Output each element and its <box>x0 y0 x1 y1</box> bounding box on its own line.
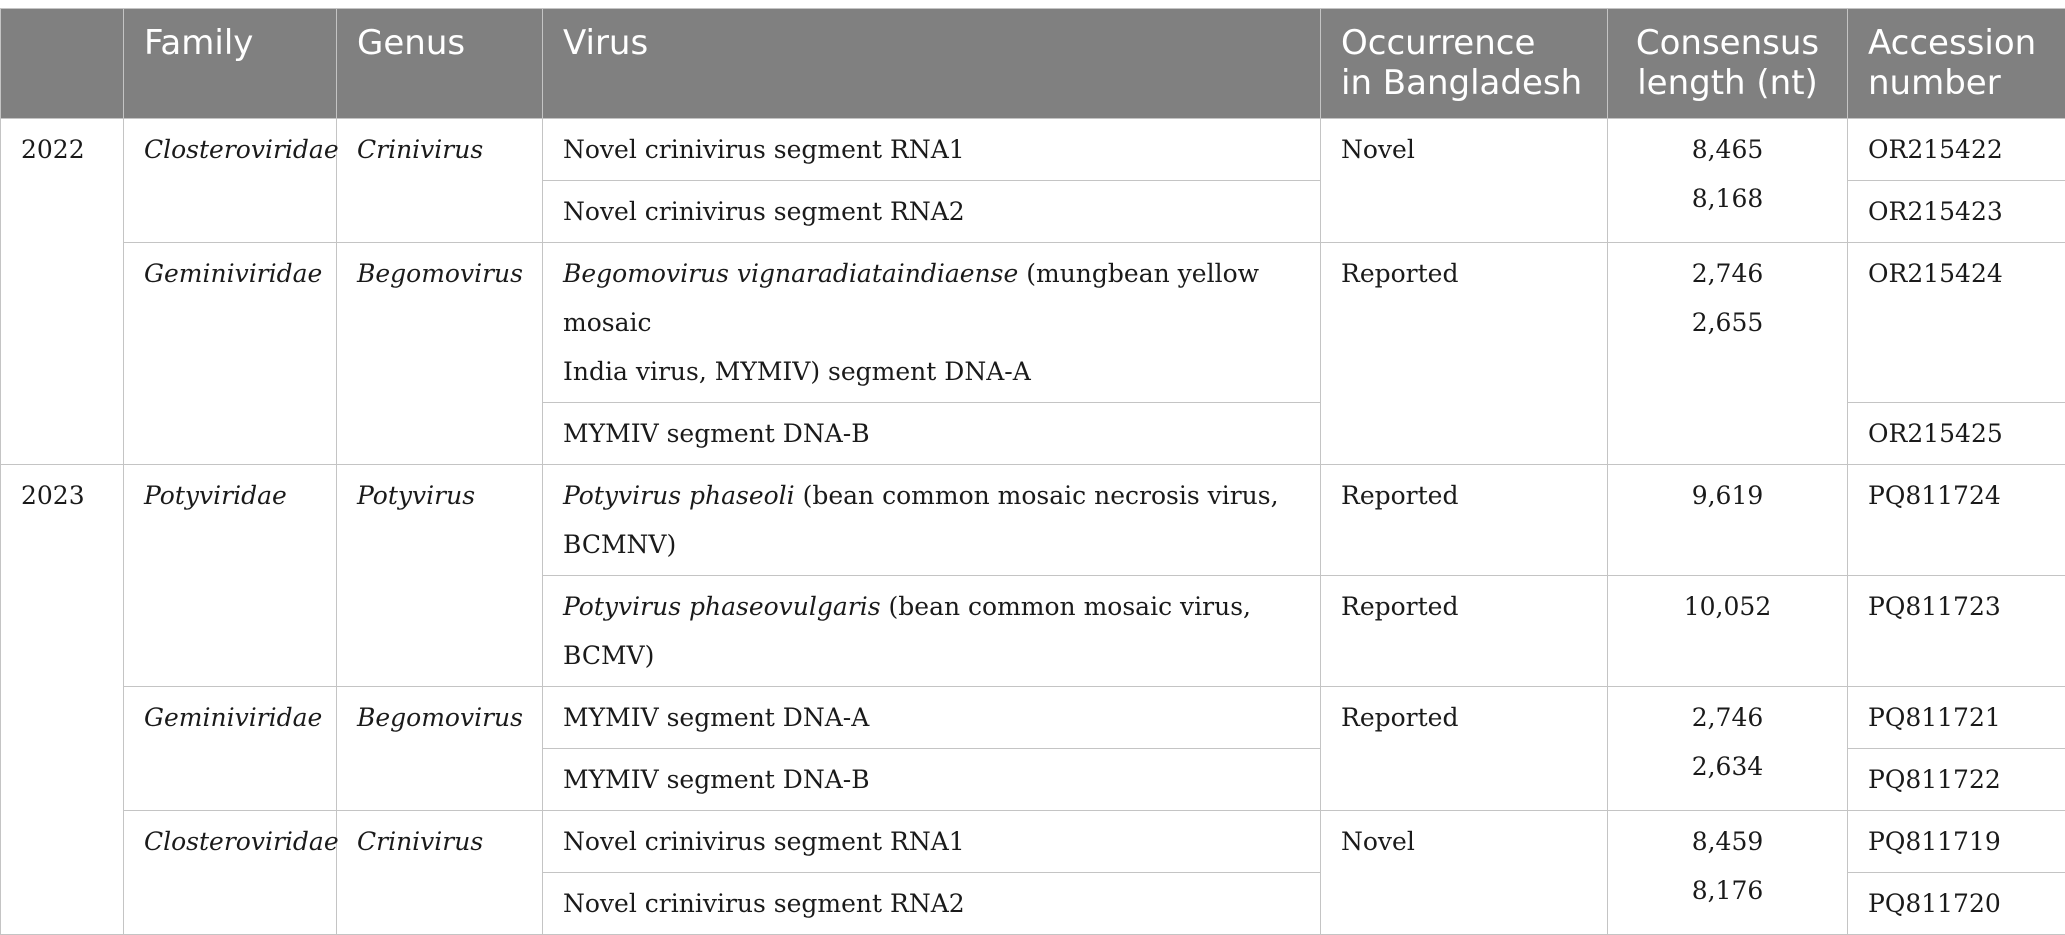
virus-cell <box>543 465 1321 576</box>
virus-cell: MYMIV segment DNA-A <box>543 687 1321 749</box>
length-cell <box>1608 687 1848 811</box>
table-row <box>1 465 2065 576</box>
table-row <box>1 119 2065 181</box>
year-cell: 2022 <box>1 119 124 465</box>
virus-common-name: (bean common mosaic virus, BCMV) <box>563 592 1251 670</box>
family-cell: Geminiviridae <box>124 243 337 465</box>
table-body <box>1 119 2065 935</box>
genus-cell: Crinivirus <box>337 811 543 935</box>
occurrence-cell: Reported <box>1321 465 1608 576</box>
virus-cell <box>543 576 1321 687</box>
occurrence-cell: Novel <box>1321 811 1608 935</box>
family-cell: Potyviridae <box>124 465 337 687</box>
accession-cell: PQ811720 <box>1848 873 2065 935</box>
header-year <box>1 9 124 119</box>
accession-cell: PQ811723 <box>1848 576 2065 687</box>
occurrence-cell: Reported <box>1321 687 1608 811</box>
length-value: 8,168 <box>1628 174 1827 223</box>
virus-cell: MYMIV segment DNA-B <box>543 403 1321 465</box>
genus-cell: Begomovirus <box>337 687 543 811</box>
occurrence-cell: Reported <box>1321 243 1608 465</box>
accession-cell: PQ811724 <box>1848 465 2065 576</box>
virus-cell <box>543 243 1321 403</box>
length-value: 8,459 <box>1628 817 1827 866</box>
family-cell: Closteroviridae <box>124 119 337 243</box>
length-cell <box>1608 811 1848 935</box>
table-row <box>1 687 2065 749</box>
length-value: 2,634 <box>1628 742 1827 791</box>
header-occurrence-line1: Occurrence <box>1341 23 1535 63</box>
accession-cell: OR215423 <box>1848 181 2065 243</box>
header-row <box>1 9 2065 119</box>
length-value: 2,746 <box>1628 249 1827 298</box>
length-cell: 10,052 <box>1608 576 1848 687</box>
virus-table <box>0 8 2065 935</box>
accession-cell: OR215422 <box>1848 119 2065 181</box>
header-length-line2: length (nt) <box>1637 63 1818 103</box>
header-length <box>1608 9 1848 119</box>
header-length-line1: Consensus <box>1636 23 1819 63</box>
accession-cell: PQ811722 <box>1848 749 2065 811</box>
virus-species-name: Potyvirus phaseovulgaris <box>563 592 881 621</box>
length-value: 2,655 <box>1628 298 1827 347</box>
table-row <box>1 811 2065 873</box>
family-cell: Closteroviridae <box>124 811 337 935</box>
genus-cell: Potyvirus <box>337 465 543 687</box>
header-accession <box>1848 9 2065 119</box>
occurrence-cell: Novel <box>1321 119 1608 243</box>
year-cell: 2023 <box>1 465 124 935</box>
virus-common-name: (mungbean yellow mosaic <box>563 259 1259 337</box>
length-cell <box>1608 119 1848 243</box>
virus-common-name: (bean common mosaic necrosis virus, <box>795 481 1279 510</box>
header-occurrence <box>1321 9 1608 119</box>
virus-species-name: Begomovirus vignaradiataindiaense <box>563 259 1018 288</box>
header-family: Family <box>124 9 337 119</box>
occurrence-cell: Reported <box>1321 576 1608 687</box>
family-cell: Geminiviridae <box>124 687 337 811</box>
virus-segment-text: India virus, MYMIV) segment DNA-A <box>563 357 1031 386</box>
length-cell: 9,619 <box>1608 465 1848 576</box>
virus-cell: Novel crinivirus segment RNA2 <box>543 181 1321 243</box>
virus-cell: Novel crinivirus segment RNA1 <box>543 811 1321 873</box>
virus-abbreviation: BCMNV) <box>563 530 676 559</box>
length-value: 2,746 <box>1628 693 1827 742</box>
accession-cell: OR215424 <box>1848 243 2065 403</box>
header-accession-line2: number <box>1868 63 2001 103</box>
table-row <box>1 243 2065 403</box>
header-genus: Genus <box>337 9 543 119</box>
header-accession-line1: Accession <box>1868 23 2036 63</box>
length-cell <box>1608 243 1848 465</box>
genus-cell: Crinivirus <box>337 119 543 243</box>
virus-species-name: Potyvirus phaseoli <box>563 481 795 510</box>
header-occurrence-line2: in Bangladesh <box>1341 63 1582 103</box>
virus-cell: Novel crinivirus segment RNA2 <box>543 873 1321 935</box>
virus-cell: MYMIV segment DNA-B <box>543 749 1321 811</box>
accession-cell: PQ811719 <box>1848 811 2065 873</box>
genus-cell: Begomovirus <box>337 243 543 465</box>
accession-cell: OR215425 <box>1848 403 2065 465</box>
length-value: 8,176 <box>1628 866 1827 915</box>
virus-cell: Novel crinivirus segment RNA1 <box>543 119 1321 181</box>
header-virus: Virus <box>543 9 1321 119</box>
table-header <box>1 9 2065 119</box>
length-value: 8,465 <box>1628 125 1827 174</box>
accession-cell: PQ811721 <box>1848 687 2065 749</box>
